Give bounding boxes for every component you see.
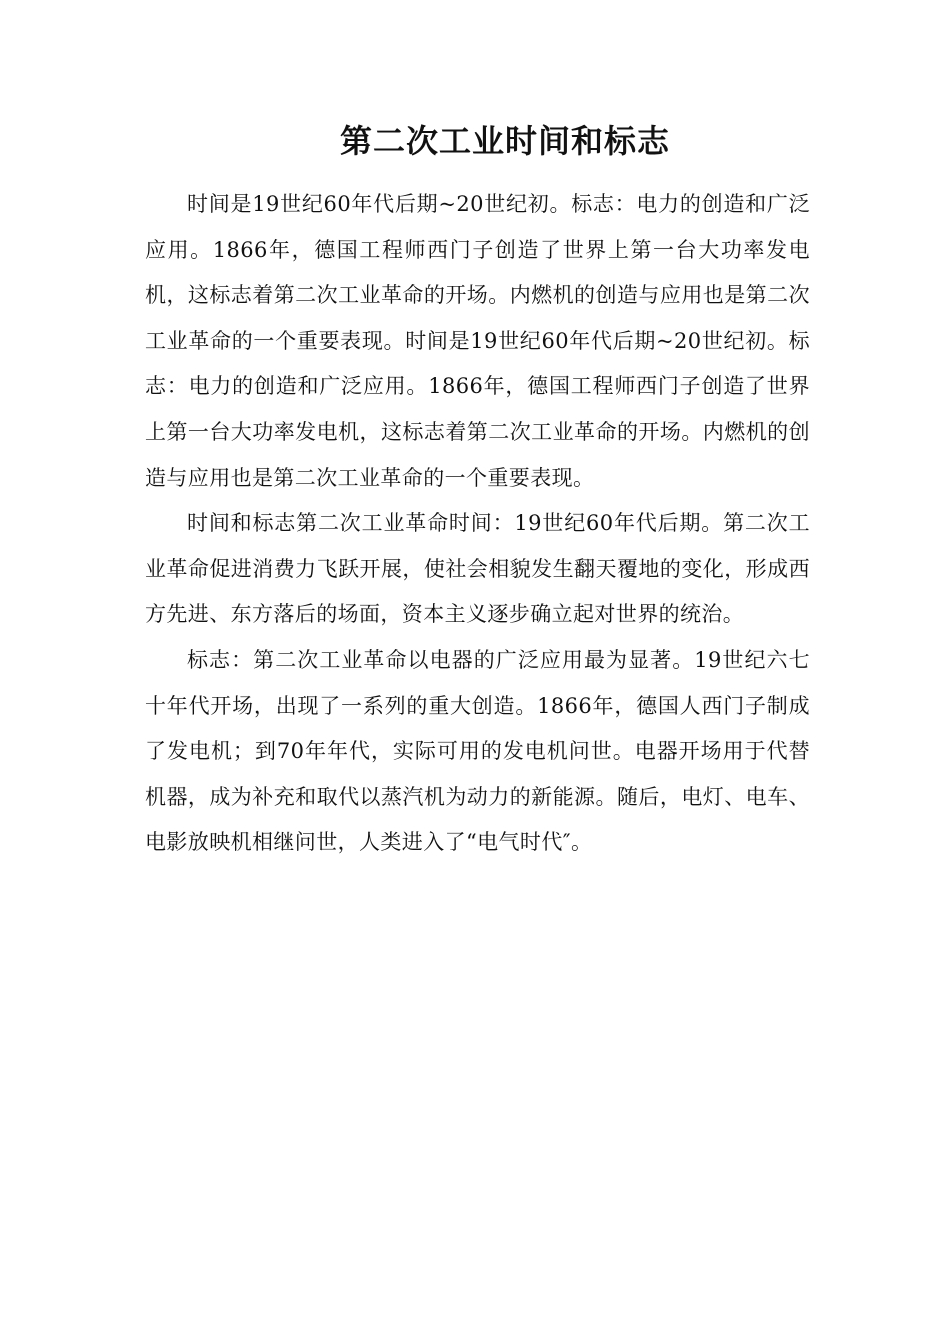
paragraph-3: 标志：第二次工业革命以电器的广泛应用最为显著。19世纪六七十年代开场，出现了一系列的重大创造。1866年，德国人西门子制成了发电机；到70年年代，实际可用的发电机问世。电器开场用于代替机器，成为补充和取代以蒸汽机为动力的新能源。随后，电灯、电车、电影放映机相继问世，人类进入了“电气时代″。	[145, 647, 810, 855]
paragraph-2: 时间和标志第二次工业革命时间：19世纪60年代后期。第二次工业革命促进消费力飞跃开展，使社会相貌发生翻天覆地的变化，形成西方先进、东方落后的场面，资本主义逐步确立起对世界的统治。	[145, 511, 810, 627]
paragraph-1: 时间是19世纪60年代后期~20世纪初。标志：电力的创造和广泛应用。1866年，德国工程师西门子创造了世界上第一台大功率发电机，这标志着第二次工业革命的开场。内燃机的创造与应用也是第二次工业革命的一个重要表现。时间是19世纪60年代后期~20世纪初。标志：电力的创造和广泛应用。1866年，德国工程师西门子创造了世界上第一台大功率发电机，这标志着第二次工业革命的开场。内燃机的创造与应用也是第二次工业革命的一个重要表现。	[145, 192, 810, 490]
document-title: 第二次工业时间和标志	[339, 122, 670, 160]
document-body	[145, 182, 810, 866]
